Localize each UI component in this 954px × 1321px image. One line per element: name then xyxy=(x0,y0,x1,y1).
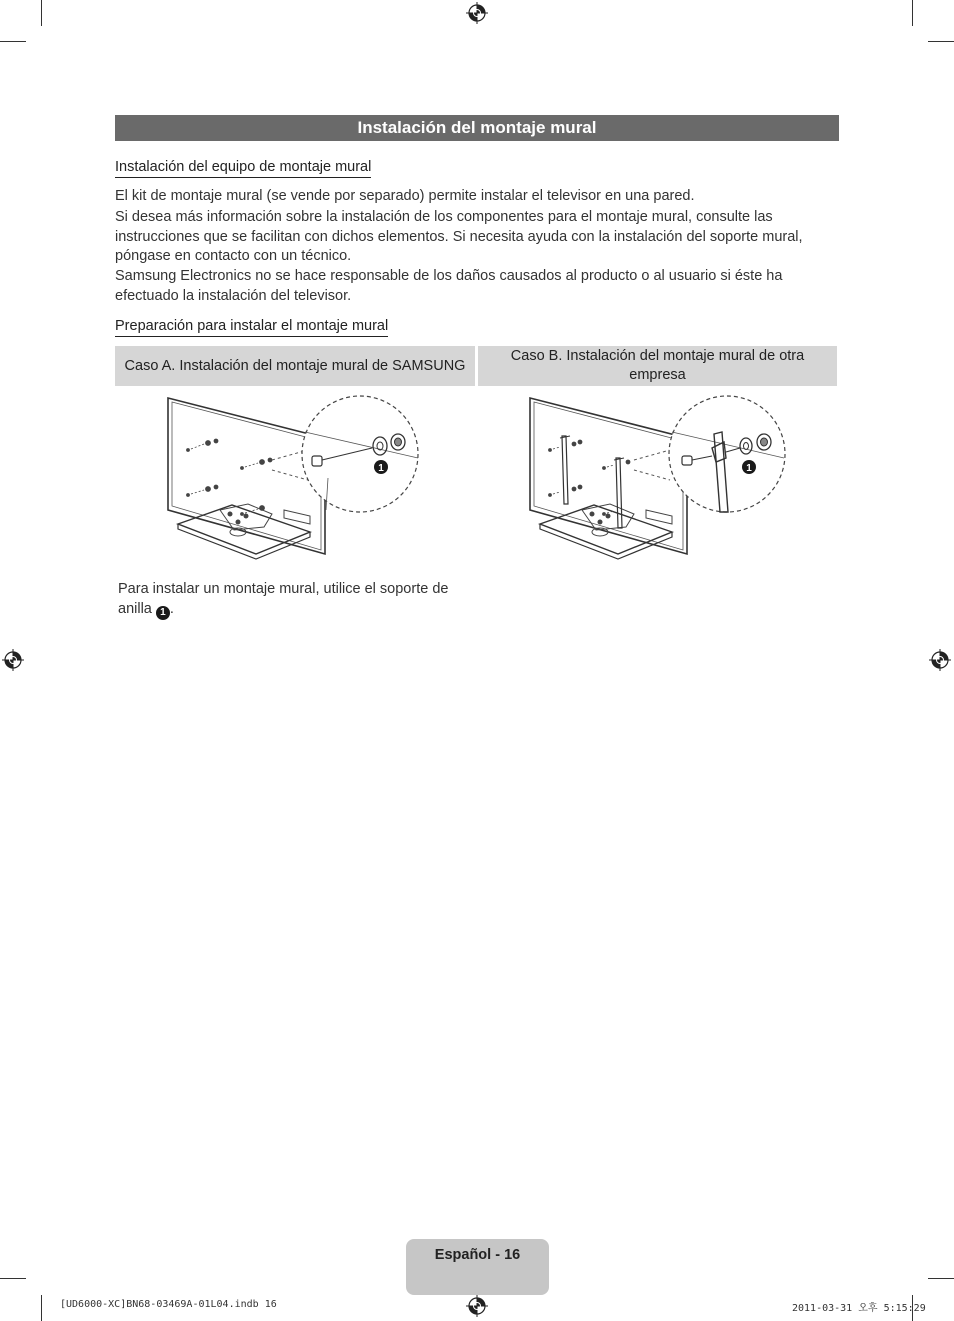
caption-text: Para instalar un montaje mural, utilice el soporte de anilla xyxy=(118,581,449,617)
case-a-header: Caso A. Instalación del montaje mural de SAMSUNG xyxy=(115,346,475,386)
section-title: Instalación del montaje mural xyxy=(115,115,839,141)
subheading-equipment: Instalación del equipo de montaje mural xyxy=(115,159,371,178)
case-b-header: Caso B. Instalación del montaje mural de otra empresa xyxy=(478,346,837,386)
caption-ring-bracket xyxy=(118,580,463,620)
page-number-tab xyxy=(406,1239,549,1295)
case-a-illustration xyxy=(160,392,430,572)
registration-crosshair-icon xyxy=(466,1295,488,1317)
page-label: Español - 16 xyxy=(434,1247,521,1263)
file-info: [UD6000-XC]BN68-03469A-01L04.indb 16 xyxy=(60,1299,277,1310)
crop-mark xyxy=(0,41,26,42)
registration-crosshair-icon xyxy=(929,649,951,671)
registration-crosshair-icon xyxy=(466,2,488,24)
crop-mark xyxy=(928,41,954,42)
paragraph-disclaimer: Samsung Electronics no se hace responsable de los daños causados al producto o al usuario si éste ha efectuado la instalación del televisor. xyxy=(115,268,783,304)
caption-end: . xyxy=(169,600,174,617)
paragraph-kit: El kit de montaje mural (se vende por separado) permite instalar el televisor en una pared. xyxy=(115,188,695,204)
callout-number: 1 xyxy=(746,463,752,474)
crop-mark xyxy=(928,1278,954,1279)
crop-mark xyxy=(41,1295,42,1321)
paragraph-more-info: Si desea más información sobre la instalación de los componentes para el montaje mural, consulte las instrucciones que se facilitan con dichos elementos. Si necesita ayuda con la instalación del soporte mural, póngase en contacto con un técnico. xyxy=(115,209,803,264)
callout-badge: 1 xyxy=(156,606,170,620)
callout-number: 1 xyxy=(378,463,384,474)
print-timestamp: 2011-03-31 오후 5:15:29 xyxy=(792,1303,926,1314)
crop-mark xyxy=(0,1278,26,1279)
subheading-preparation: Preparación para instalar el montaje mural xyxy=(115,318,388,337)
case-b-illustration xyxy=(522,392,792,572)
registration-crosshair-icon xyxy=(2,649,24,671)
crop-mark xyxy=(912,0,913,26)
crop-mark xyxy=(41,0,42,26)
